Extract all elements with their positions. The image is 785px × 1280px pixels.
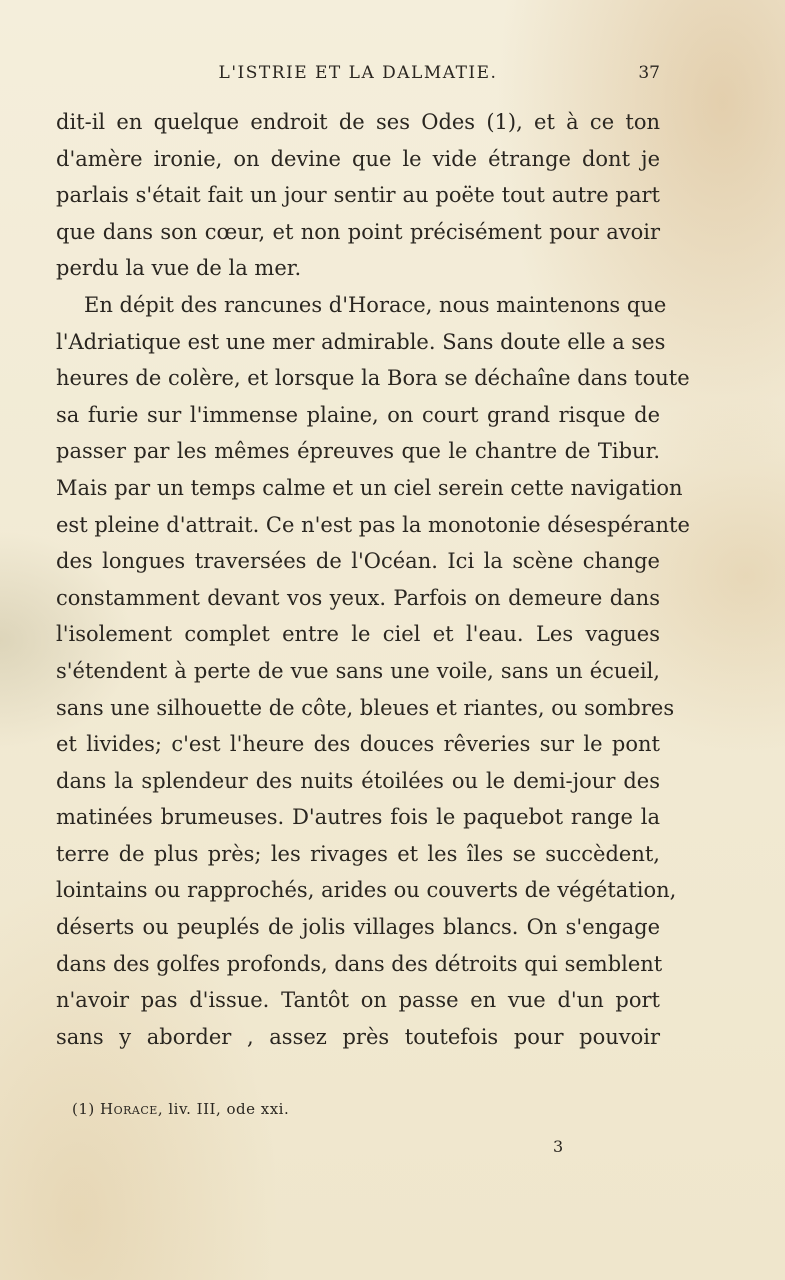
text-line: terre de plus près; les rivages et les îles se succèdent,	[56, 841, 660, 866]
text-line: En dépit des rancunes d'Horace, nous maintenons que	[84, 292, 667, 317]
running-head	[56, 63, 660, 89]
text-line: l'Adriatique est une mer admirable. Sans doute elle a ses	[56, 329, 666, 354]
text-line: et livides; c'est l'heure des douces rêveries sur le pont	[56, 732, 660, 757]
text-line: dans des golfes profonds, dans des détroits qui semblent	[56, 951, 663, 976]
text-line: constamment devant vos yeux. Parfois on demeure dans	[56, 585, 660, 610]
footnote-author: Horace	[100, 1100, 158, 1118]
footnote-reference: , liv. III, ode xxi.	[157, 1100, 290, 1118]
body-text	[56, 104, 690, 1055]
text-line: d'amère ironie, on devine que le vide étrange dont je	[56, 146, 660, 171]
text-line: lointains ou rapprochés, arides ou couverts de végétation,	[56, 878, 677, 903]
text-line: matinées brumeuses. D'autres fois le paquebot range la	[56, 805, 660, 830]
page-number: 37	[638, 63, 660, 83]
text-line: perdu la vue de la mer.	[56, 256, 302, 281]
running-title: L'ISTRIE ET LA DALMATIE.	[218, 63, 498, 83]
text-line: parlais s'était fait un jour sentir au poëte tout autre part	[56, 183, 660, 208]
text-line: sans y aborder , assez près toutefois pour pouvoir	[56, 1024, 660, 1049]
footnote	[72, 1100, 289, 1118]
text-line: dit-il en quelque endroit de ses Odes (1), et à ce ton	[56, 110, 660, 134]
text-line: déserts ou peuplés de jolis villages blancs. On s'engage	[56, 915, 660, 940]
paragraph	[56, 104, 660, 287]
text-line: heures de colère, et lorsque la Bora se déchaîne dans toute	[56, 366, 690, 391]
text-line: est pleine d'attrait. Ce n'est pas la monotonie désespérante	[56, 512, 690, 537]
text-line: dans la splendeur des nuits étoilées ou le demi-jour des	[56, 768, 660, 793]
text-line: que dans son cœur, et non point précisément pour avoir	[56, 219, 660, 244]
text-line: passer par les mêmes épreuves que le chantre de Tibur.	[56, 439, 660, 464]
text-line: l'isolement complet entre le ciel et l'eau. Les vagues	[56, 622, 660, 647]
signature-mark: 3	[553, 1137, 564, 1156]
footnote-marker: (1)	[72, 1100, 95, 1118]
text-line: sans une silhouette de côte, bleues et riantes, ou sombres	[56, 695, 675, 720]
text-line: Mais par un temps calme et un ciel serein cette navigation	[56, 475, 683, 500]
text-line: n'avoir pas d'issue. Tantôt on passe en vue d'un port	[56, 988, 660, 1013]
text-line: s'étendent à perte de vue sans une voile, sans un écueil,	[56, 658, 660, 683]
text-line: sa furie sur l'immense plaine, on court grand risque de	[56, 402, 660, 427]
text-line: des longues traversées de l'Océan. Ici la scène change	[56, 549, 660, 574]
paragraph	[56, 287, 690, 1055]
